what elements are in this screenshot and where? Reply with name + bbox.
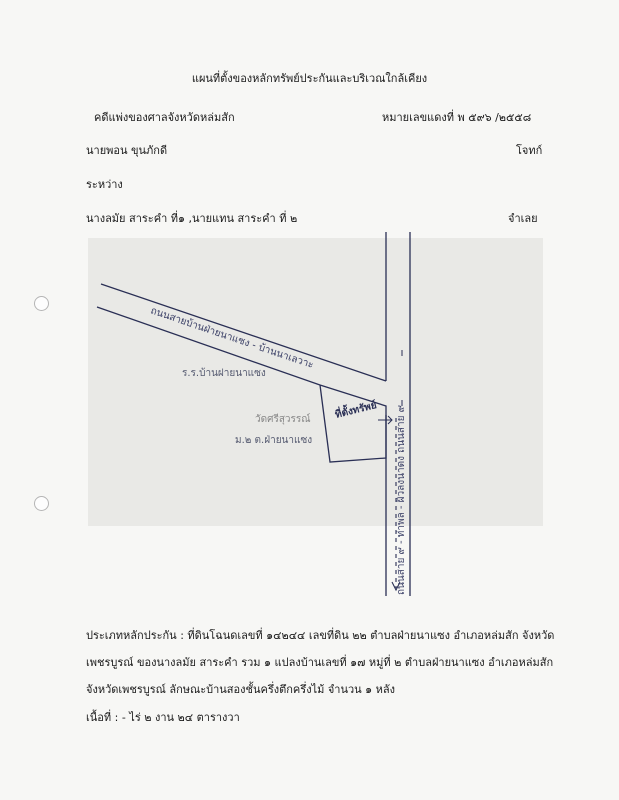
land-area: เนื้อที่ : - ไร่ ๒ งาน ๒๔ ตารางวา [86, 711, 240, 724]
road-diagonal-label: ถนนสายบ้านฝ่ายนาแซง - บ้านนาเลวาะ [149, 305, 315, 372]
road-vertical-label: ถนนสาย ๙ - ท่าพล - ผิวลงนาดง ถนนสาย ๙ [396, 405, 407, 595]
case-number: หมายเลขแดงที่ พ ๕๙๖ /๒๕๕๘ [382, 111, 532, 124]
diagonal-road-edge-top [101, 284, 386, 381]
property-parcel-outline [320, 385, 386, 462]
collateral-line-3: จังหวัดเพชรบูรณ์ ลักษณะบ้านสองชั้นครึ่งตึกครึ่งไม้ จำนวน ๑ หลัง [86, 683, 396, 696]
defendants-role: จำเลย [508, 212, 538, 225]
property-label: ที่ตั้งทรัพย์ [334, 399, 378, 421]
temple-label: วัดศรีสุวรรณ์ [255, 414, 311, 425]
document-title: แผนที่ตั้งของหลักทรัพย์ประกันและบริเวณใกล้เคียง [191, 72, 428, 85]
collateral-line-2: เพชรบูรณ์ ของนางลมัย สาระคำ รวม ๑ แปลงบ้านเลขที่ ๑๗ หมู่ที่ ๒ ตำบลฝ่ายนาแซง อำเภอหล่มสัก [86, 656, 554, 669]
between-label: ระหว่าง [86, 178, 123, 191]
village-label: ม.๒ ต.ฝ่ายนาแซง [235, 435, 313, 446]
plaintiff-role: โจทก์ [516, 144, 543, 157]
court-name: คดีแพ่งของศาลจังหวัดหล่มสัก [94, 111, 235, 124]
school-label: ร.ร.บ้านฝายนาแซง [182, 368, 266, 379]
collateral-line-1: ประเภทหลักประกัน : ที่ดินโฉนดเลขที่ ๑๔๒๔๔ เลขที่ดิน ๒๒ ตำบลฝ่ายนาแซง อำเภอหล่มสัก จังหวัด [86, 629, 555, 642]
plaintiff-name: นายพอน ขุนภักดี [86, 144, 168, 157]
defendants-names: นางลมัย สาระคำ ที่๑ ,นายแทน สาระคำ ที่ ๒ [86, 212, 298, 225]
